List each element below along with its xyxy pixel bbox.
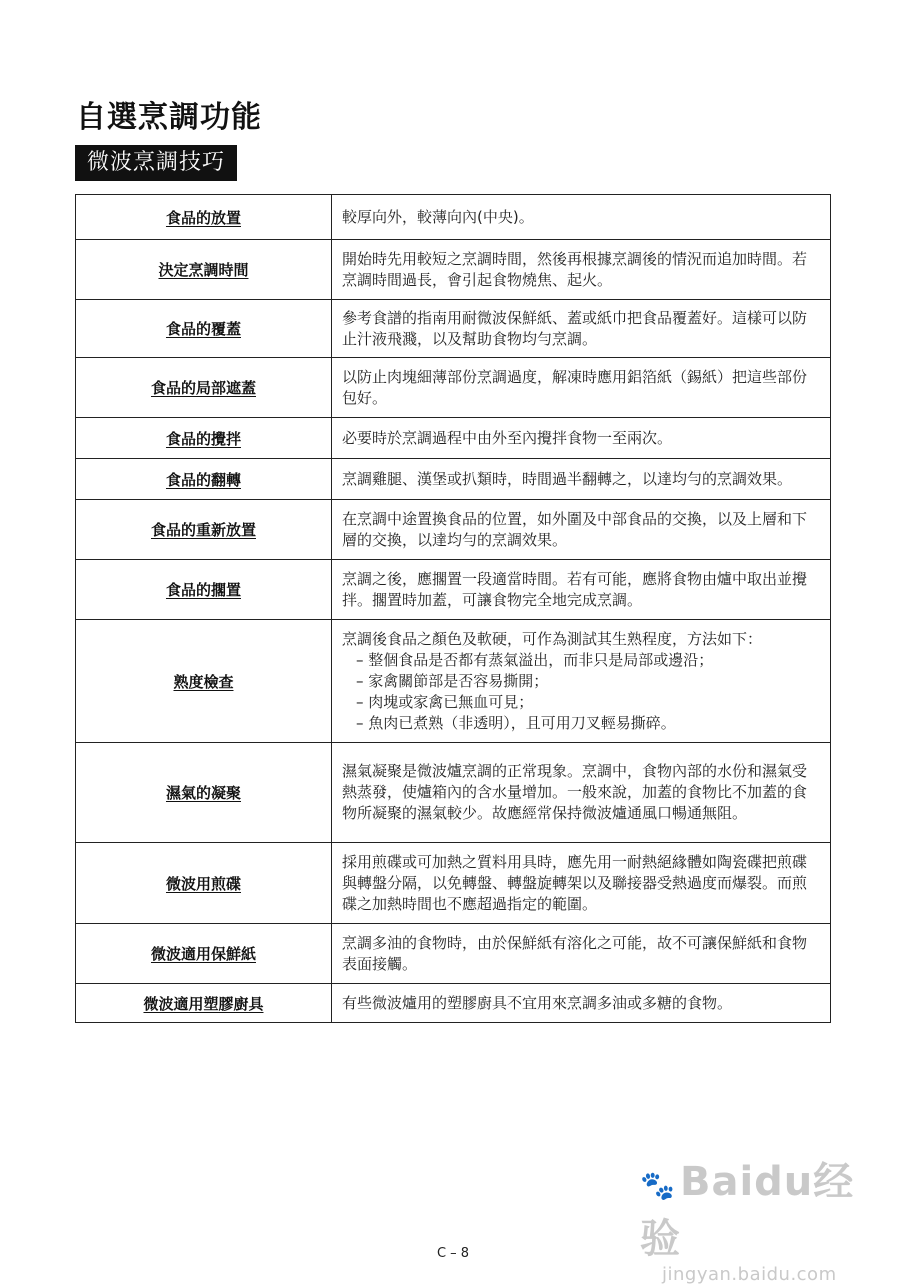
- topic-label: 微波適用塑膠廚具: [143, 994, 264, 1013]
- description-text: 以防止肉塊細薄部份烹調過度，解凍時應用鋁箔紙（錫紙）把這些部份包好。: [342, 367, 808, 407]
- topic-cell: [76, 358, 332, 418]
- topic-cell: [76, 418, 332, 459]
- topic-label: 食品的攪拌: [165, 429, 241, 448]
- description-text: 採用煎碟或可加熱之質料用具時，應先用一耐熱絕緣體如陶瓷碟把煎碟與轉盤分隔，以免轉盤、轉盤旋轉架以及聯接器受熱過度而爆裂。而煎碟之加熱時間也不應超過指定的範圍。: [342, 852, 808, 913]
- topic-cell: [76, 620, 332, 743]
- check-method-list: [342, 650, 820, 734]
- topic-label: 濕氣的凝聚: [165, 784, 241, 802]
- table-row: [76, 195, 831, 240]
- paw-icon: 🐾: [640, 1169, 675, 1202]
- description-cell: [332, 358, 831, 418]
- table-row: [76, 843, 831, 924]
- description-text: 在烹調中途置換食品的位置，如外圍及中部食品的交換，以及上層和下層的交換，以達均勻的烹調效果。: [342, 509, 808, 549]
- topic-cell: [76, 459, 332, 500]
- topic-label: 食品的覆蓋: [165, 320, 241, 338]
- page-number: C – 8: [436, 1246, 470, 1261]
- table-row: [76, 300, 831, 358]
- list-item: – 魚肉已煮熟（非透明），且可用刀叉輕易撕碎。: [356, 713, 820, 734]
- description-text: 烹調後食品之顏色及軟硬，可作為測試其生熟程度，方法如下：: [342, 629, 763, 648]
- baidu-watermark: [640, 1150, 880, 1285]
- topic-cell: [76, 195, 332, 240]
- table-row: [76, 620, 831, 743]
- description-text: 烹調之後，應擱置一段適當時間。若有可能，應將食物由爐中取出並攪拌。擱置時加蓋，可讓食物完全地完成烹調。: [342, 569, 808, 609]
- description-cell: [332, 843, 831, 924]
- list-item: – 肉塊或家禽已無血可見；: [356, 692, 820, 713]
- table-row: [76, 240, 831, 300]
- description-cell: [332, 560, 831, 620]
- table-row: [76, 418, 831, 459]
- topic-cell: [76, 924, 332, 984]
- description-cell: [332, 500, 831, 560]
- description-cell: [332, 620, 831, 743]
- topic-cell: [76, 300, 332, 358]
- topic-label: 食品的局部遮蓋: [150, 379, 256, 397]
- description-text: 有些微波爐用的塑膠廚具不宜用來烹調多油或多糖的食物。: [342, 993, 733, 1012]
- watermark-logo: 🐾 Baidu经验: [640, 1159, 855, 1262]
- section-title: 微波烹調技巧: [75, 145, 237, 181]
- list-item: – 家禽關節部是否容易撕開；: [356, 671, 820, 692]
- topic-label: 食品的翻轉: [165, 470, 241, 489]
- description-text: 濕氣凝聚是微波爐烹調的正常現象。烹調中，食物內部的水份和濕氣受熱蒸發，使爐箱內的含水量增加。一般來說，加蓋的食物比不加蓋的食物所凝聚的濕氣較少。故應經常保持微波爐通風口暢通無阻。: [342, 762, 808, 822]
- description-cell: [332, 459, 831, 500]
- topic-label: 微波適用保鮮紙: [150, 945, 256, 963]
- table-row: [76, 743, 831, 843]
- description-cell: [332, 195, 831, 240]
- description-cell: [332, 418, 831, 459]
- topic-cell: [76, 743, 332, 843]
- topic-cell: [76, 843, 332, 924]
- table-row: [76, 924, 831, 984]
- topic-label: 微波用煎碟: [165, 874, 241, 893]
- list-item: – 整個食品是否都有蒸氣溢出，而非只是局部或邊沿；: [356, 650, 820, 671]
- topic-label: 熟度檢查: [173, 672, 234, 691]
- description-text: 參考食譜的指南用耐微波保鮮紙、蓋或紙巾把食品覆蓋好。這樣可以防止汁液飛濺，以及幫助食物均勻烹調。: [342, 308, 808, 348]
- table-row: [76, 560, 831, 620]
- topic-cell: [76, 240, 332, 300]
- table-row: [76, 459, 831, 500]
- cooking-tips-table: [75, 194, 831, 1023]
- table-row: [76, 500, 831, 560]
- table-row: [76, 358, 831, 418]
- topic-label: 食品的重新放置: [150, 521, 256, 539]
- description-text: 烹調多油的食物時，由於保鮮紙有溶化之可能，故不可讓保鮮紙和食物表面接觸。: [342, 933, 808, 973]
- description-text: 必要時於烹調過程中由外至內攪拌食物一至兩次。: [342, 428, 673, 447]
- description-cell: [332, 240, 831, 300]
- description-text: 烹調雞腿、漢堡或扒類時，時間過半翻轉之，以達均勻的烹調效果。: [342, 469, 793, 488]
- topic-label: 決定烹調時間: [158, 261, 249, 279]
- page-title: 自選烹調功能: [76, 100, 262, 135]
- description-cell: [332, 984, 831, 1023]
- description-text: 較厚向外，較薄向內(中央)。: [342, 207, 534, 226]
- description-cell: [332, 924, 831, 984]
- topic-cell: [76, 984, 332, 1023]
- description-cell: [332, 300, 831, 358]
- description-text: 開始時先用較短之烹調時間，然後再根據烹調後的情況而追加時間。若烹調時間過長，會引起食物燒焦、起火。: [342, 249, 808, 289]
- topic-label: 食品的擱置: [165, 581, 241, 599]
- topic-label: 食品的放置: [165, 208, 241, 227]
- description-cell: [332, 743, 831, 843]
- table-row: [76, 984, 831, 1023]
- topic-cell: [76, 500, 332, 560]
- topic-cell: [76, 560, 332, 620]
- watermark-url: jingyan.baidu.com: [662, 1264, 837, 1285]
